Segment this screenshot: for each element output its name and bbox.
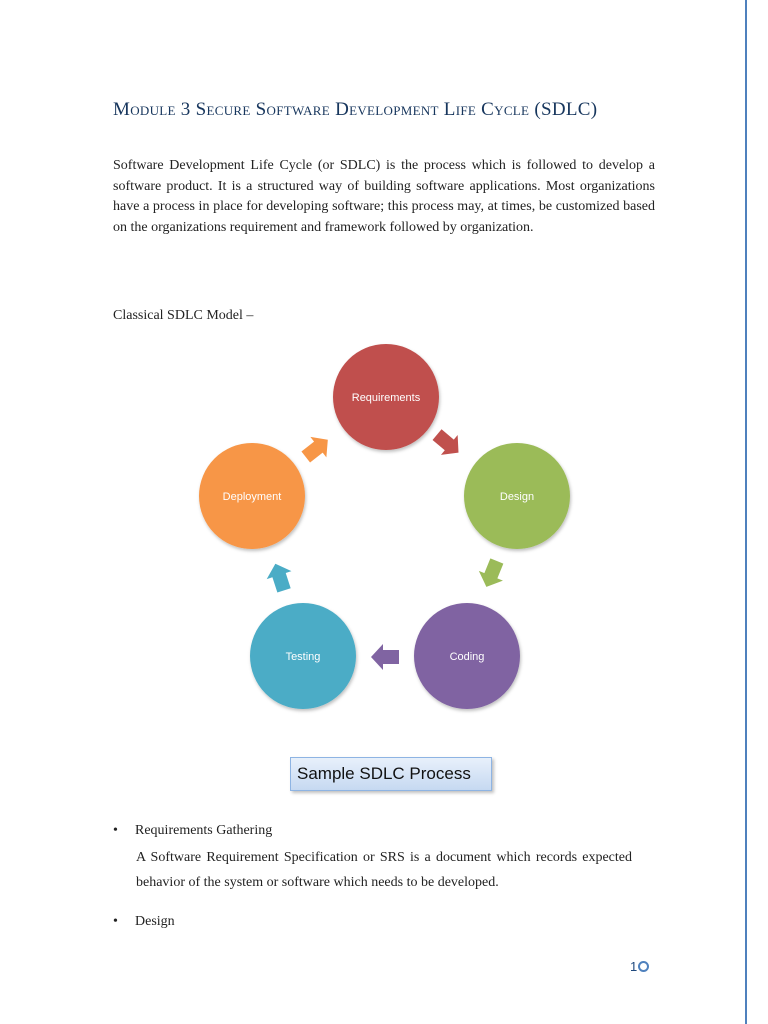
node-coding xyxy=(414,603,520,709)
classical-sdlc-label: Classical SDLC Model – xyxy=(113,308,254,323)
node-testing xyxy=(250,603,356,709)
node-coding-label: Coding xyxy=(449,651,485,663)
node-requirements-label: Requirements xyxy=(351,392,421,404)
node-design xyxy=(464,443,570,549)
arrow-deployment-to-requirements xyxy=(298,430,336,468)
node-design-label: Design xyxy=(499,491,535,503)
intro-paragraph: Software Development Life Cycle (or SDLC) is the process which is followed to develop a software product. It is a structured way of building software applications. Most organizations have a process in place for developing software; this process may, at times, be customized based on the organizations requirement and framework followed by organization. xyxy=(113,158,655,236)
arrow-design-to-coding xyxy=(474,556,509,592)
bullet-label: Design xyxy=(135,914,175,929)
diagram-caption: Sample SDLC Process xyxy=(290,757,492,791)
bullet-label: Requirements Gathering xyxy=(135,823,273,838)
bullet-requirements-gathering xyxy=(113,821,272,841)
node-requirements xyxy=(333,344,439,450)
bullet-design xyxy=(113,912,175,932)
page-ornament-icon xyxy=(638,961,649,972)
node-deployment-label: Deployment xyxy=(222,491,282,503)
arrow-requirements-to-design xyxy=(429,425,467,463)
requirements-gathering-description: A Software Requirement Specification or SRS is a document which records expected behavior of the system or software which needs to be developed. xyxy=(136,850,632,890)
node-deployment xyxy=(199,443,305,549)
page-number-value: 1 xyxy=(630,959,638,974)
arrow-coding-to-testing xyxy=(371,644,399,670)
page-border-rule xyxy=(745,0,747,1024)
sdlc-cycle-diagram xyxy=(190,335,590,725)
page-number xyxy=(630,959,649,974)
arrow-testing-to-deployment xyxy=(263,560,296,595)
bullet-icon: • xyxy=(113,914,118,929)
module-title: Module 3 Secure Software Development Life Cycle (SDLC) xyxy=(113,99,598,120)
bullet-icon: • xyxy=(113,823,118,838)
node-testing-label: Testing xyxy=(285,651,321,663)
